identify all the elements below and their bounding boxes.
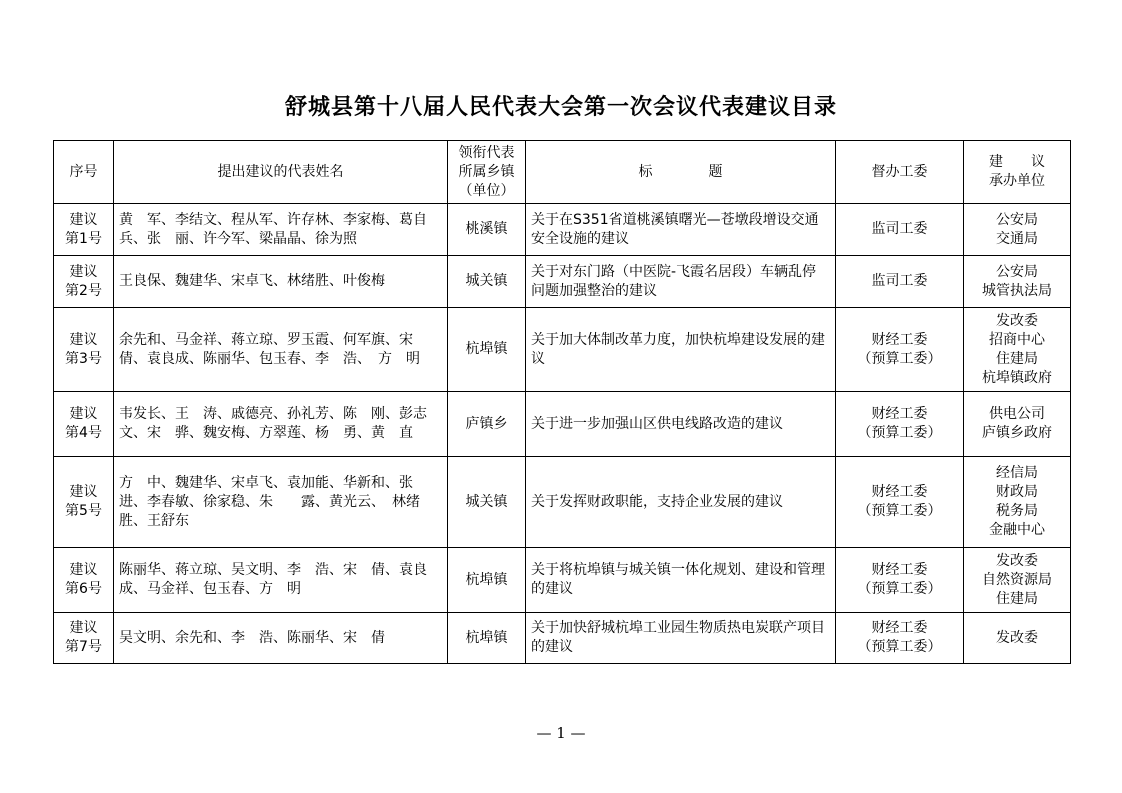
- table-row: [54, 392, 1071, 457]
- row-seq: 建议 第2号: [54, 256, 114, 308]
- row-handler: 公安局 城管执法局: [964, 256, 1071, 308]
- row-names: 方 中、魏建华、宋卓飞、袁加能、华新和、张 进、李春敏、徐家稳、朱 露、黄光云、 林绪胜、王舒东: [114, 457, 448, 548]
- header-topic: 标 题: [526, 141, 836, 204]
- row-supervisor: 财经工委 （预算工委）: [836, 308, 964, 392]
- row-seq: 建议 第3号: [54, 308, 114, 392]
- row-supervisor: 监司工委: [836, 256, 964, 308]
- row-town: 城关镇: [448, 256, 526, 308]
- row-seq: 建议 第7号: [54, 613, 114, 664]
- row-town: 城关镇: [448, 457, 526, 548]
- table-row: [54, 457, 1071, 548]
- page-number: — 1 —: [536, 724, 586, 742]
- row-seq: 建议 第5号: [54, 457, 114, 548]
- row-topic: 关于加快舒城杭埠工业园生物质热电炭联产项目的建议: [526, 613, 836, 664]
- row-supervisor: 财经工委 （预算工委）: [836, 613, 964, 664]
- row-town: 桃溪镇: [448, 204, 526, 256]
- row-names: 王良保、魏建华、宋卓飞、林绪胜、叶俊梅: [114, 256, 448, 308]
- page-title: 舒城县第十八届人民代表大会第一次会议代表建议目录: [284, 94, 837, 120]
- header-seq: 序号: [54, 141, 114, 204]
- table-row: [54, 613, 1071, 664]
- table-row: [54, 548, 1071, 613]
- row-names: 陈丽华、蒋立琼、吴文明、李 浩、宋 倩、袁良成、马金祥、包玉春、方 明: [114, 548, 448, 613]
- header-handler: 建 议 承办单位: [964, 141, 1071, 204]
- table-row: [54, 204, 1071, 256]
- table-header-row: [54, 141, 1071, 204]
- header-names: 提出建议的代表姓名: [114, 141, 448, 204]
- header-supervisor: 督办工委: [836, 141, 964, 204]
- row-supervisor: 财经工委 （预算工委）: [836, 548, 964, 613]
- row-handler: 供电公司 庐镇乡政府: [964, 392, 1071, 457]
- row-names: 黄 军、李结文、程从军、许存林、李家梅、葛自兵、张 丽、许今军、梁晶晶、徐为照: [114, 204, 448, 256]
- row-seq: 建议 第4号: [54, 392, 114, 457]
- proposal-table: [53, 140, 1071, 664]
- row-topic: 关于将杭埠镇与城关镇一体化规划、建设和管理的建议: [526, 548, 836, 613]
- row-town: 杭埠镇: [448, 548, 526, 613]
- row-town: 庐镇乡: [448, 392, 526, 457]
- row-seq: 建议 第1号: [54, 204, 114, 256]
- row-names: 吴文明、余先和、李 浩、陈丽华、宋 倩: [114, 613, 448, 664]
- row-handler: 发改委 自然资源局 住建局: [964, 548, 1071, 613]
- row-topic: 关于对东门路（中医院-飞霞名居段）车辆乱停问题加强整治的建议: [526, 256, 836, 308]
- row-names: 韦发长、王 涛、戚德亮、孙礼芳、陈 刚、彭志文、宋 骅、魏安梅、方翠莲、杨 勇、黄 直: [114, 392, 448, 457]
- row-seq: 建议 第6号: [54, 548, 114, 613]
- row-handler: 公安局 交通局: [964, 204, 1071, 256]
- row-topic: 关于在S351省道桃溪镇曙光—苍墩段增设交通安全设施的建议: [526, 204, 836, 256]
- row-topic: 关于进一步加强山区供电线路改造的建议: [526, 392, 836, 457]
- row-topic: 关于发挥财政职能，支持企业发展的建议: [526, 457, 836, 548]
- row-town: 杭埠镇: [448, 308, 526, 392]
- row-topic: 关于加大体制改革力度，加快杭埠建设发展的建议: [526, 308, 836, 392]
- row-supervisor: 财经工委 （预算工委）: [836, 457, 964, 548]
- table-row: [54, 308, 1071, 392]
- row-handler: 发改委: [964, 613, 1071, 664]
- row-supervisor: 财经工委 （预算工委）: [836, 392, 964, 457]
- row-handler: 发改委 招商中心 住建局 杭埠镇政府: [964, 308, 1071, 392]
- row-town: 杭埠镇: [448, 613, 526, 664]
- row-names: 余先和、马金祥、蒋立琼、罗玉霞、何军旗、宋 倩、袁良成、陈丽华、包玉春、李 浩、 方 明: [114, 308, 448, 392]
- table-row: [54, 256, 1071, 308]
- header-town: 领衔代表 所属乡镇 （单位）: [448, 141, 526, 204]
- row-supervisor: 监司工委: [836, 204, 964, 256]
- row-handler: 经信局 财政局 税务局 金融中心: [964, 457, 1071, 548]
